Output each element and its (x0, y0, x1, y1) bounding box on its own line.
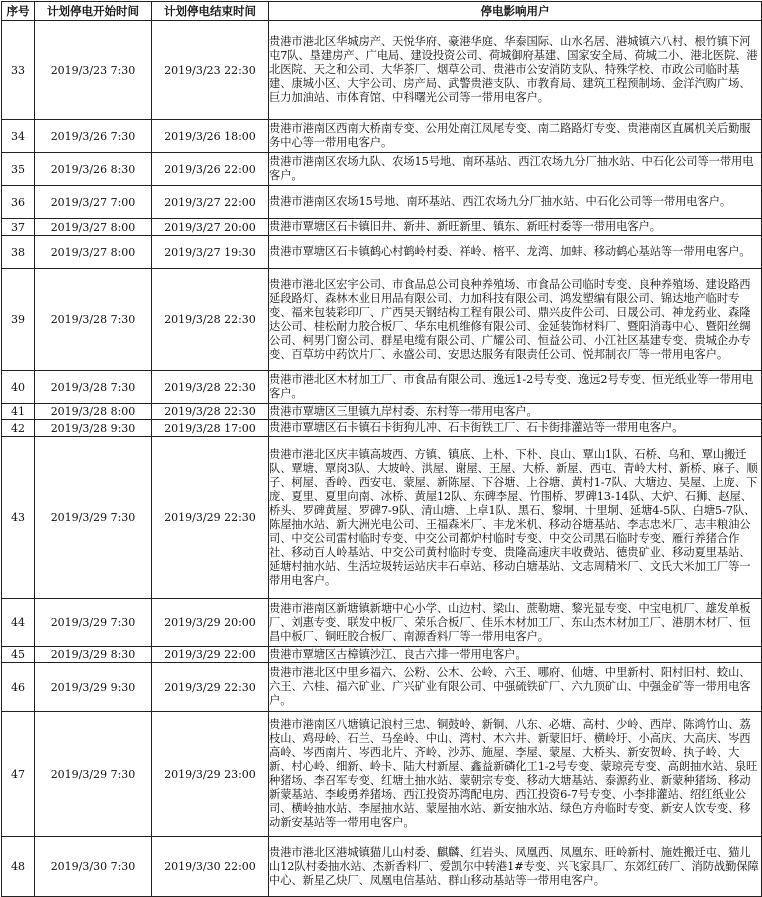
outage-schedule-table (1, 1, 762, 897)
end-time: 2019/3/28 22:30 (152, 371, 269, 404)
table-row (2, 219, 762, 236)
table-row (2, 437, 762, 599)
row-number: 47 (2, 712, 35, 837)
row-number: 45 (2, 647, 35, 663)
end-time: 2019/3/29 20:00 (152, 599, 269, 647)
end-time: 2019/3/27 19:30 (152, 236, 269, 269)
end-time: 2019/3/26 18:00 (152, 120, 269, 153)
table-row (2, 712, 762, 837)
row-number: 44 (2, 599, 35, 647)
affected-users: 贵港市港南区新塘镇新塘中心小学、山边村、梁山、蔗勒塘、黎光显专变、中宝电机厂、雄发单板厂、刘惠专变、联发中板厂、荣乐合板厂、佳乐木材加工厂、东山杰木材加工厂、港朋木材厂、恒昌中板厂、铜旺胶合板厂、南源香料厂等一带用电客户。 (269, 599, 762, 647)
table-row (2, 153, 762, 186)
table-row (2, 647, 762, 663)
table-row (2, 404, 762, 420)
table-row (2, 599, 762, 647)
row-number: 34 (2, 120, 35, 153)
start-time: 2019/3/28 7:30 (35, 371, 152, 404)
affected-users: 贵港市港北区木材加工厂、市食品有限公司、逸远1-2号专变、逸远2号专变、恒光纸业等一带用电客户。 (269, 371, 762, 404)
end-time: 2019/3/28 17:00 (152, 420, 269, 437)
start-time: 2019/3/27 8:00 (35, 236, 152, 269)
start-time: 2019/3/28 8:00 (35, 404, 152, 420)
start-time: 2019/3/28 7:30 (35, 269, 152, 371)
affected-users: 贵港市港南区农场九队、农场15号地、南环基站、西江农场九分厂抽水站、中石化公司等一带用电客户。 (269, 153, 762, 186)
row-number: 35 (2, 153, 35, 186)
table-row (2, 236, 762, 269)
end-time: 2019/3/29 22:30 (152, 663, 269, 712)
table-row (2, 269, 762, 371)
affected-users: 贵港市港北区港城镇猫儿山村委、麒麟、红岩头、凤凰西、凤凰东、旺岭新村、施姓搬迁屯、猫儿山12队村委抽水站、杰新香料厂、爱凯尔中转港1#专变、兴飞家具厂、东郊红砖厂、消防战勤保障中心、新星乙炔厂、凤凰电信基站、群山移动基站等一带用电客户。 (269, 837, 762, 897)
end-time: 2019/3/29 23:00 (152, 712, 269, 837)
row-number: 33 (2, 21, 35, 120)
table-row (2, 186, 762, 219)
row-number: 43 (2, 437, 35, 599)
table-row (2, 837, 762, 897)
end-time: 2019/3/29 22:30 (152, 437, 269, 599)
header-seq: 序号 (2, 2, 35, 21)
end-time: 2019/3/28 22:30 (152, 269, 269, 371)
start-time: 2019/3/29 9:30 (35, 663, 152, 712)
end-time: 2019/3/26 22:00 (152, 153, 269, 186)
affected-users: 贵港市港南区八塘镇记浪村三忠、铜鼓岭、新铜、八东、必塘、高村、少岭、西岸、陈鸿竹山、荔枝山、鸡母岭、石兰、马垒岭、中山、湾村、木六井、新蒙旧圩、横岭圩、小高庆、大高庆、岑西高岭、岑西南片、岑西北片、齐岭、沙苏、施屋、李屋、蒙屋、大桥头、新安贺岭、执子岭、大新、村心岭、细新、岭卡、陆大村新屋、鑫益新磷化工1-2号专变、蒙琼亮专变、高朗抽水站、泉旺种猪场、李召军专变、红塘土抽水站、蒙朝宗专变、移动大塘基站、泰源药业、新蒙种猪场、移动新蒙基站、李峻勇养猪场、西江投资苏湾配电房、西江投资6-7号专变、小李排灌站、绍红纸业公司、横岭抽水站、李屋抽水站、蒙屋抽水站、新安抽水站、绿色方舟临时专变、新安人饮专变、移动新安基站等一带用电客户。 (269, 712, 762, 837)
affected-users: 贵港市港北区中里乡福六、公粉、公木、公岭、六王、哪府、仙塘、中里新村、阳村旧村、蛟山、六王、六桂、福六矿业、广兴矿业有限公司、中强硫铁矿厂、六九顶矿山、中强金矿等一带用电客户。 (269, 663, 762, 712)
end-time: 2019/3/23 22:30 (152, 21, 269, 120)
start-time: 2019/3/30 7:30 (35, 837, 152, 897)
affected-users: 贵港市港北区宏宇公司、市食品总公司良种养殖场、市食品公司临时专变、良种养殖场、建设路西延段路灯、森林木业日用品有限公司、力加科技有限公司、鸿发塑编有限公司、锦达地产临时专变、福来包装彩印厂、广西昊天钢结构工程有限公司、鼎兴皮件公司、日晟公司、神龙药业、森隆达公司、桂松耐力胶合板厂、华东电机维修有限公司、金延装饰材料厂、暨阳消毒中心、暨阳丝绸公司、柯男门窗公司、群星电缆有限公司、广耀公司、恒益公司、小江社区基建专变、贵城企办专变、百草坊中药饮片厂、永盛公司、安思达服务有限责任公司、悦邦制衣厂等一带用电客户。 (269, 269, 762, 371)
affected-users: 贵港市港南区农场15号地、南环基站、西江农场九分厂抽水站、中石化公司等一带用电客户。 (269, 186, 762, 219)
affected-users: 贵港市覃塘区石卡镇石卡街狗儿冲、石卡街铁工厂、石卡街排灌站等一带用电客户。 (269, 420, 762, 437)
row-number: 40 (2, 371, 35, 404)
row-number: 36 (2, 186, 35, 219)
row-number: 39 (2, 269, 35, 371)
end-time: 2019/3/27 20:00 (152, 219, 269, 236)
header-end-time: 计划停电结束时间 (152, 2, 269, 21)
affected-users: 贵港市覃塘区石卡镇鹤心村鹤岭村委、祥岭、榕平、龙湾、加蚌、移动鹤心基站等一带用电客户。 (269, 236, 762, 269)
row-number: 42 (2, 420, 35, 437)
start-time: 2019/3/27 7:00 (35, 186, 152, 219)
row-number: 41 (2, 404, 35, 420)
table-row (2, 371, 762, 404)
header-affected-users: 停电影响用户 (269, 2, 762, 21)
affected-users: 贵港市港南区西南大桥南专变、公用处南江凤尾专变、南二路路灯专变、贵港南区直属机关后勤服务中心等一带用电客户。 (269, 120, 762, 153)
end-time: 2019/3/28 22:30 (152, 404, 269, 420)
row-number: 48 (2, 837, 35, 897)
table-row (2, 21, 762, 120)
table-row (2, 120, 762, 153)
start-time: 2019/3/26 8:30 (35, 153, 152, 186)
start-time: 2019/3/23 7:30 (35, 21, 152, 120)
start-time: 2019/3/29 7:30 (35, 712, 152, 837)
affected-users: 贵港市覃塘区石卡镇旧井、新井、新旺新里、镇东、新旺村委等一带用电客户。 (269, 219, 762, 236)
start-time: 2019/3/29 7:30 (35, 437, 152, 599)
start-time: 2019/3/29 8:30 (35, 647, 152, 663)
header-start-time: 计划停电开始时间 (35, 2, 152, 21)
start-time: 2019/3/26 7:30 (35, 120, 152, 153)
affected-users: 贵港市覃塘区三里镇九岸村委、东村等一带用电客户。 (269, 404, 762, 420)
header-row (2, 2, 762, 21)
end-time: 2019/3/27 22:00 (152, 186, 269, 219)
start-time: 2019/3/28 9:30 (35, 420, 152, 437)
affected-users: 贵港市港北区庆丰镇高坡西、方镇、镇底、上朴、下朴、良山、覃山1队、石桥、乌和、覃山搬迁队、覃塘、覃岗3队、大坡岭、洪屋、谢屋、王屋、大桥、新屋、西屯、青岭大村、新桥、麻子、顺子、柯屋、香岭、西安屯、蒙屋、新陈屋、下谷塘、上谷塘、黄村1-7队、大塘边、吴屋、上庞、下庞、夏里、夏里向南、冰桥、黄屋12队、东碑李屋、竹围桥、罗碑13-14队、大炉、石狮、赵屋、桥头、罗碑黄屋、罗碑7-9队、清山塘、上卓1队、黑石、黎垌、十里垌、延塘4-5队、白塘5-7队、陈屋抽水站、新大洲光电公司、王福森米厂、丰龙米机、移动谷塘基站、李志忠米厂、志丰粮油公司、中交公司雷村临时专变、中交公司都炉村临时专变、中交公司黑石临时专变、雁行养猪合作社、移动百人岭基站、中交公司黄村临时专变、贵隆高速庆丰收费站、德贵矿业、移动夏里基站、延塘村抽水站、生活垃圾转运站庆丰石卓站、移动白塘基站、文志周精米厂、文氏大米加工厂等一带用电客户。 (269, 437, 762, 599)
affected-users: 贵港市覃塘区古樟镇沙江、良古六排一带用电客户。 (269, 647, 762, 663)
end-time: 2019/3/30 22:00 (152, 837, 269, 897)
row-number: 46 (2, 663, 35, 712)
table-row (2, 420, 762, 437)
affected-users: 贵港市港北区华城房产、天悦华府、豪港华庭、华泰国际、山水名居、港城镇六八村、根竹镇下河屯7队、垦建房产、广电局、建设投资公司、荷城御府基建、国家安全局、荷城二小、港北医院、港北医院、天之和公司、大华茶厂、烟草公司、贵港市公安消防支队、特殊学校、市政公司临时基建、康城小区、大宇公司、房产局、武警贵港支队、市教育局、建筑工程预制场、金洋汽购广场、巨力加油站、市体育馆、中科曙光公司等一带用电客户。 (269, 21, 762, 120)
table-row (2, 663, 762, 712)
start-time: 2019/3/27 8:00 (35, 219, 152, 236)
end-time: 2019/3/29 22:00 (152, 647, 269, 663)
row-number: 38 (2, 236, 35, 269)
row-number: 37 (2, 219, 35, 236)
start-time: 2019/3/29 7:30 (35, 599, 152, 647)
